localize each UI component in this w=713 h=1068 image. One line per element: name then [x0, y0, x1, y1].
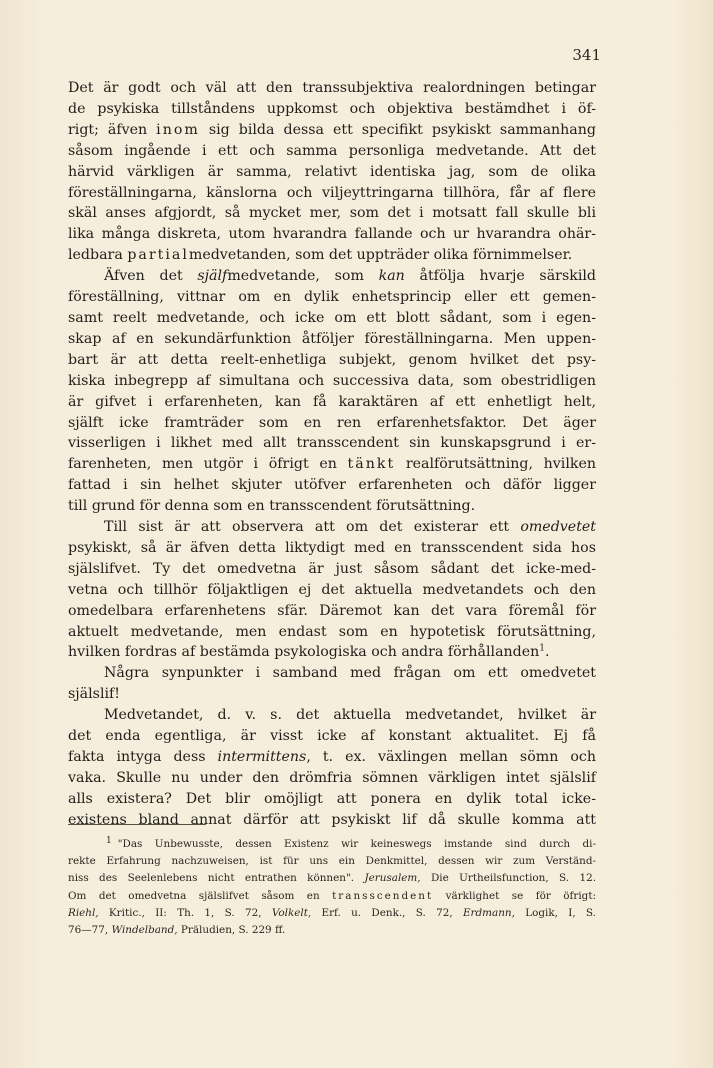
text-run: själft icke framträder som en ren erfarenhetsfaktor. Det äger [68, 414, 596, 431]
footnote-line [68, 922, 596, 939]
text-line [68, 371, 596, 392]
text-line [68, 642, 596, 663]
paragraph [68, 705, 596, 830]
text-line [68, 684, 596, 705]
text-run: Om det omedvetna själslifvet såsom en [68, 889, 333, 902]
text-line [68, 705, 596, 726]
text-run: Medvetandet, d. v. s. det aktuella medvetandet, hvilket är [104, 707, 596, 724]
text-line [68, 183, 596, 204]
italic-run: Erdmann, [462, 906, 515, 919]
text-line [68, 433, 596, 454]
text-line [68, 350, 596, 371]
page-number: 341 [572, 46, 601, 64]
text-run: fattad i sin helhet skjuter utöfver erfarenheten och däför ligger [68, 477, 596, 494]
text-run: niss des Seelenlebens nicht entrathen können". [68, 872, 365, 885]
text-run: sig bilda dessa ett specifikt psykiskt sammanhang [199, 121, 596, 138]
text-run: Kritic., II: Th. 1, S. 72, [98, 906, 272, 919]
text-run: . [545, 644, 550, 661]
text-line [68, 78, 596, 99]
text-run: är gifvet i erfarenheten, kan få karaktären af ett enhetligt helt, [68, 393, 596, 410]
text-run: Erf. u. Denk., S. 72, [311, 906, 463, 919]
spaced-run: tänkt [347, 456, 396, 473]
text-line [68, 120, 596, 141]
text-run: Präludien, S. 229 ff. [177, 924, 286, 937]
footnote [68, 836, 596, 939]
text-run: samt reelt medvetande, och icke om ett blott sådant, som i egen- [68, 309, 596, 326]
text-line [68, 413, 596, 434]
text-line [68, 266, 596, 287]
text-run: lika många diskreta, utom hvarandra fallande och ur hvarandra ohär- [68, 226, 596, 243]
text-run: själslif! [68, 686, 120, 703]
text-run: 76—77, [68, 924, 112, 937]
text-line [68, 601, 596, 622]
paragraph [68, 78, 596, 266]
italic-run: omedvetet [520, 519, 596, 536]
text-line [68, 203, 596, 224]
text-run: Det är godt och väl att den transsubjektiva realordningen betingar [68, 80, 596, 96]
text-line [68, 224, 596, 245]
footnote-line [68, 888, 596, 905]
italic-run: Windelband, [111, 924, 178, 937]
text-line [68, 496, 596, 517]
text-line [68, 141, 596, 162]
text-line [68, 245, 596, 266]
spaced-run: transscendent [332, 889, 434, 902]
text-run: det enda egentliga, är visst icke af konstant aktualitet. Ej få [68, 728, 596, 745]
text-line [68, 768, 596, 789]
text-line [68, 454, 596, 475]
italic-run: Volkelt, [271, 906, 312, 919]
text-run: , t. ex. växlingen mellan sömn och [306, 749, 596, 765]
text-run: farenheten, men utgör i öfrigt en [68, 456, 348, 473]
text-line [68, 475, 596, 496]
text-line [68, 308, 596, 329]
text-run: "Das Unbewusste, dessen Existenz wir keineswegs imstande sind durch di- [117, 838, 596, 850]
text-run: föreställningarna, känslorna och viljeyttringarna tillhöra, får af flere [68, 184, 596, 201]
italic-run: kan [378, 268, 405, 285]
text-run: såsom ingående i ett och samma personliga medvetande. Att det [68, 142, 596, 159]
text-line [68, 392, 596, 413]
footnote-marker: 1 [539, 643, 546, 654]
text-line [68, 99, 596, 120]
text-run: aktuelt medvetande, men endast som en hypotetisk förutsättning, [68, 623, 596, 640]
text-run: föreställning, vittnar om en dylik enhetsprincip eller ett gemen- [68, 289, 596, 306]
text-line [68, 726, 596, 747]
text-run: vetna och tillhör följaktligen ej det aktuella medvetandets och den [68, 581, 596, 598]
paragraph [68, 266, 596, 517]
text-line [68, 538, 596, 559]
text-line [68, 559, 596, 580]
italic-run: Riehl, [68, 906, 99, 919]
text-run: de psykiska tillståndens uppkomst och objektiva bestämdhet i öf- [68, 100, 596, 117]
text-run: visserligen i likhet med allt transscendent sin kunskapsgrund i er- [68, 435, 596, 452]
text-line [68, 580, 596, 601]
paragraph [68, 663, 596, 705]
paragraph [68, 517, 596, 663]
text-run: härvid värkligen är samma, relativt identiska jag, som de olika [68, 163, 596, 180]
footnote-line [68, 853, 596, 870]
text-run: rekte Erfahrung nachzuweisen, ist für uns ein Denkmittel, dessen wir zum Verständ- [68, 855, 596, 868]
text-run: ledbara [68, 247, 128, 264]
text-run: vaka. Skulle nu under den drömfria sömnen värkligen intet själslif [68, 769, 596, 786]
text-line [68, 287, 596, 308]
text-run: medvetanden, som det uppträder olika förnimmelser. [188, 247, 573, 264]
text-run: värklighet se för öfrigt: [433, 889, 596, 902]
text-run: existens bland annat därför att psykiskt lif då skulle komma att [68, 811, 596, 828]
footnote-line [68, 870, 596, 887]
text-run: åtfölja hvarje särskild [404, 268, 596, 285]
text-run: rigt; äfven [68, 121, 157, 138]
text-run: skap af en sekundärfunktion åtföljer föreställningarna. Men uppen- [68, 330, 596, 347]
text-line [68, 663, 596, 684]
italic-run: själf [197, 268, 228, 285]
text-run: fakta intyga dess [68, 749, 218, 765]
text-run: till grund för denna som en transscendent förutsättning. [68, 498, 476, 515]
text-run: kiska inbegrepp af simultana och successiva data, som obestridligen [68, 372, 596, 389]
italic-run: intermittens [217, 749, 307, 765]
text-line [68, 789, 596, 810]
text-run: hvilken fordras af bestämda psykologiska och andra förhållanden [68, 644, 540, 661]
text-run: Äfven det [104, 268, 198, 285]
text-line [68, 622, 596, 643]
body-text [68, 78, 596, 831]
text-line [68, 517, 596, 538]
text-run: Logik, I, S. [514, 906, 596, 919]
footnote-rule [68, 824, 206, 825]
text-line [68, 810, 596, 831]
text-run: psykiskt, så är äfven detta liktydigt med en transscendent sida hos [68, 539, 596, 556]
text-line [68, 162, 596, 183]
text-run: Några synpunkter i samband med frågan om ett omedvetet [104, 665, 596, 682]
italic-run: Jerusalem, [364, 872, 421, 885]
text-run: själslifvet. Ty det omedvetna är just såsom sådant det icke-med- [68, 560, 596, 577]
text-line [68, 747, 596, 768]
text-run: Die Urtheilsfunction, S. 12. [420, 872, 596, 885]
text-run: bart är att detta reelt-enhetliga subjekt, genom hvilket det psy- [68, 351, 596, 368]
text-run: omedelbara erfarenhetens sfär. Däremot kan det vara föremål för [68, 602, 596, 619]
spaced-run: partial [127, 247, 189, 264]
footnote-number: 1 [106, 835, 112, 846]
text-run: medvetande, som [227, 268, 379, 285]
text-run: skäl anses afgjordt, så mycket mer, som det i motsatt fall skulle bli [68, 205, 596, 222]
spaced-run: inom [156, 121, 200, 138]
footnote-line [68, 905, 596, 922]
text-run: alls existera? Det blir omöjligt att ponera en dylik total icke- [68, 790, 596, 807]
text-run: Till sist är att observera att om det existerar ett [104, 519, 521, 536]
text-run: realförutsättning, hvilken [395, 456, 596, 473]
footnote-line [68, 836, 596, 853]
text-line [68, 329, 596, 350]
